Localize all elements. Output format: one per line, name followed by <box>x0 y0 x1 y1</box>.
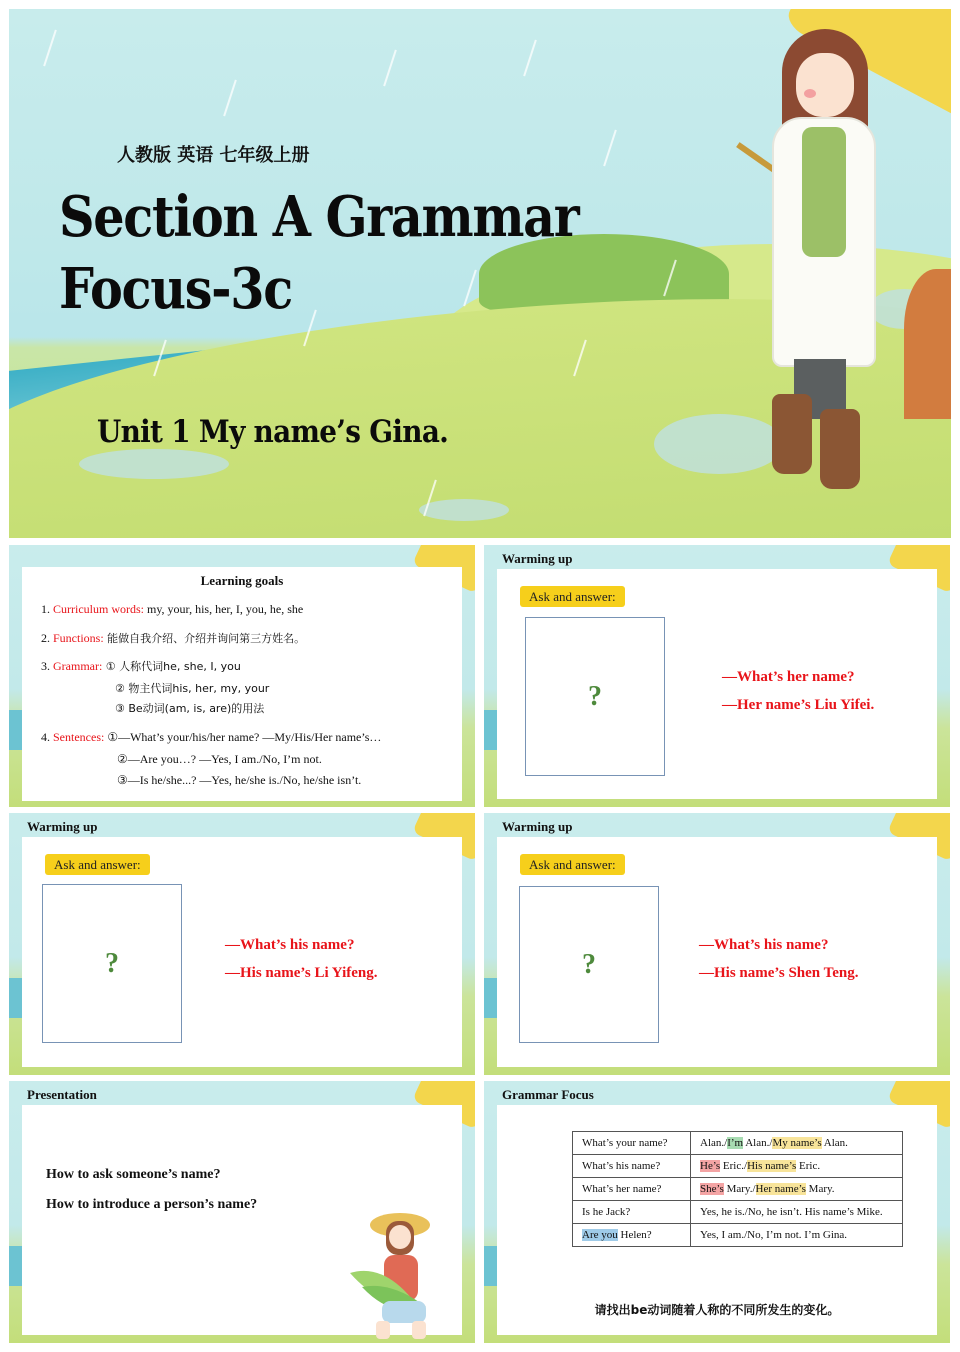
unit-title: Unit 1 My name’s Gina. <box>97 414 449 450</box>
answer-cell: Yes, he is./No, he isn’t. His name’s Mike. <box>691 1201 903 1224</box>
content-card <box>22 837 462 1067</box>
slide-label: Warming up <box>502 819 573 834</box>
question-introduce-name: How to introduce a person’s name? <box>46 1197 258 1212</box>
content-card <box>22 1105 462 1335</box>
goal-subitem: ③—Is he/she...? —Yes, he/she is./No, he/she isn’t. <box>117 773 362 787</box>
question-mark: ? <box>582 948 596 980</box>
question-line: —What’s his name? <box>225 937 355 953</box>
question-mark: ? <box>105 947 119 979</box>
answer-cell: Yes, I am./No, I’m not. I’m Gina. <box>691 1224 903 1247</box>
goal-item: 1. Curriculum words: my, your, his, her, I, you, he, she <box>41 602 304 616</box>
publisher-line: 人教版 英语 七年级上册 <box>117 145 310 166</box>
slide-warming-up-3 <box>484 813 950 1075</box>
question-cell: Is he Jack? <box>573 1201 691 1224</box>
slide-learning-goals <box>9 545 475 807</box>
question-cell: What’s your name? <box>573 1132 691 1155</box>
dialogue <box>722 663 874 719</box>
goal-item: 3. Grammar: ① 人称代词he, she, I, you <box>41 659 241 673</box>
answer-line: —Her name’s Liu Yifei. <box>722 697 875 713</box>
puddle <box>419 499 509 521</box>
ask-answer-tag: Ask and answer: <box>520 854 625 875</box>
question-line: —What’s his name? <box>699 937 829 953</box>
photo-placeholder <box>525 617 665 776</box>
slide-label: Warming up <box>27 819 98 834</box>
question-ask-name: How to ask someone’s name? <box>46 1167 221 1182</box>
table-row <box>573 1224 903 1247</box>
dialogue <box>699 931 859 987</box>
ask-answer-tag: Ask and answer: <box>45 854 150 875</box>
goals-card <box>22 567 462 801</box>
answer-line: —His name’s Li Yifeng. <box>225 965 378 981</box>
photo-placeholder <box>519 886 659 1043</box>
photo-placeholder <box>42 884 182 1043</box>
slide-label: Grammar Focus <box>502 1087 594 1102</box>
table-row <box>573 1132 903 1155</box>
slide-presentation <box>9 1081 475 1343</box>
answer-cell: He’s Eric./His name’s Eric. <box>691 1155 903 1178</box>
answer-cell: She’s Mary./Her name’s Mary. <box>691 1178 903 1201</box>
slide-warming-up-2 <box>9 813 475 1075</box>
answer-line: —His name’s Shen Teng. <box>699 965 859 981</box>
girl-with-umbrella-illustration <box>744 9 944 499</box>
reading-girl-illustration <box>342 1203 452 1343</box>
goal-item: 4. Sentences: ①—What’s your/his/her name? —My/His/Her name’s… <box>41 730 382 744</box>
question-cell: What’s her name? <box>573 1178 691 1201</box>
goal-subitem: ②—Are you…? —Yes, I am./No, I’m not. <box>117 752 322 766</box>
goals-title: Learning goals <box>200 573 284 588</box>
slide-label: Warming up <box>502 551 573 566</box>
question-cell: What’s his name? <box>573 1155 691 1178</box>
ask-answer-tag: Ask and answer: <box>520 586 625 607</box>
question-cell: Are you Helen? <box>573 1224 691 1247</box>
goal-subitem: ③ Be动词(am, is, are)的用法 <box>115 702 265 715</box>
puddle <box>79 449 229 479</box>
table-row <box>573 1201 903 1224</box>
cover-title: Section A Grammar Focus-3c <box>59 184 579 322</box>
instruction-note: 请找出be动词随着人称的不同所发生的变化。 <box>594 1303 840 1317</box>
slide-grammar-focus <box>484 1081 950 1343</box>
goal-item: 2. Functions: 能做自我介绍、介绍并询问第三方姓名。 <box>41 631 306 645</box>
goal-subitem: ② 物主代词his, her, my, your <box>115 682 270 695</box>
question-mark: ? <box>588 680 602 712</box>
cover-slide <box>9 9 951 538</box>
table-row <box>573 1155 903 1178</box>
content-card <box>497 569 937 799</box>
content-card <box>497 1105 937 1335</box>
question-line: —What’s her name? <box>722 669 855 685</box>
table-row <box>573 1178 903 1201</box>
dialogue <box>225 931 378 987</box>
slide-label: Presentation <box>27 1087 97 1102</box>
grammar-table <box>572 1131 903 1247</box>
slide-warming-up-1 <box>484 545 950 807</box>
content-card <box>497 837 937 1067</box>
answer-cell: Alan./I’m Alan./My name’s Alan. <box>691 1132 903 1155</box>
